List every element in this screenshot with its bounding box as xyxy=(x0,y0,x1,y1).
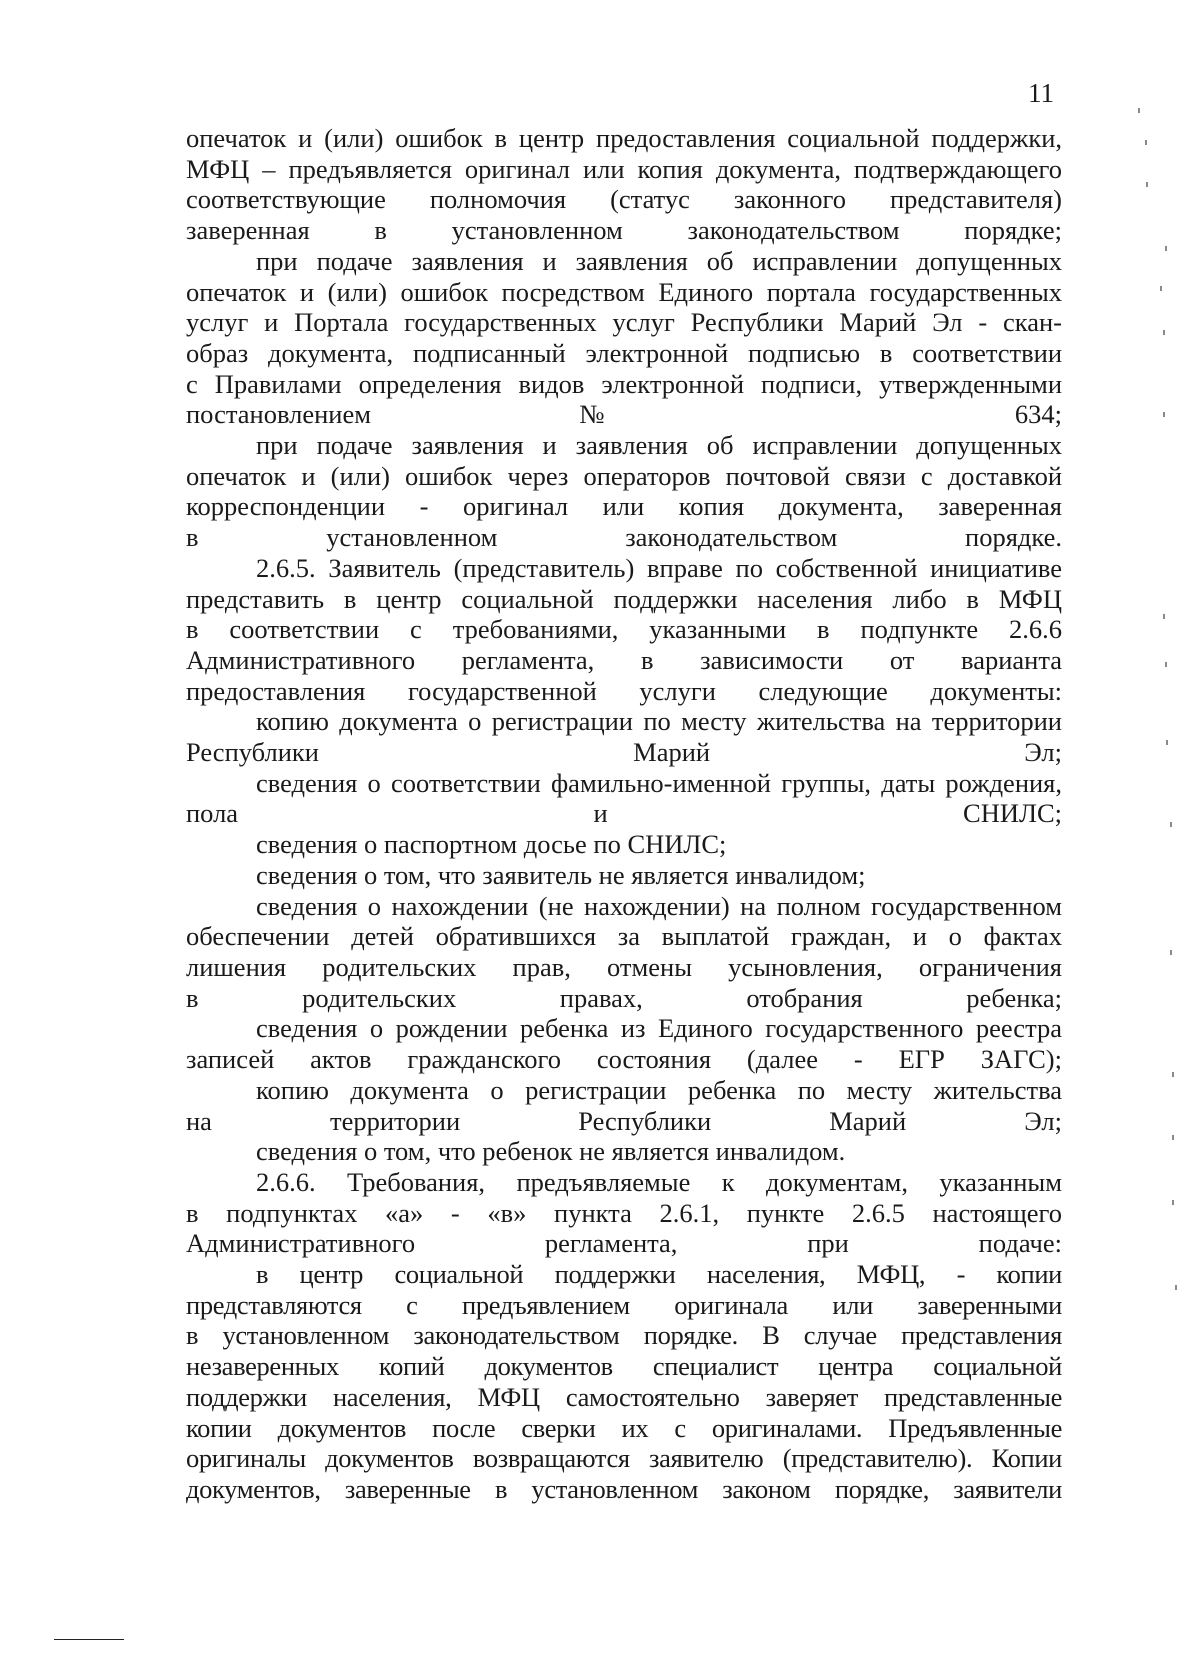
margin-mark xyxy=(1165,662,1167,667)
paragraph: сведения о соответствии фамильно-именной группы, даты рождения, пола и СНИЛС; xyxy=(186,767,1062,829)
margin-mark xyxy=(1170,822,1172,827)
margin-mark xyxy=(1166,740,1168,745)
footer-rule xyxy=(54,1639,124,1640)
paragraph: копию документа о регистрации ребенка по месту жительства на территории Республики Марий Эл; xyxy=(186,1074,1062,1136)
margin-mark xyxy=(1170,950,1172,955)
paragraph: сведения о рождении ребенка из Единого государственного реестра записей актов гражданского состояния (далее - ЕГР ЗАГС); xyxy=(186,1013,1062,1075)
margin-mark xyxy=(1172,1072,1174,1077)
margin-mark xyxy=(1146,182,1148,187)
margin-mark xyxy=(1163,614,1165,619)
paragraph: сведения о том, что заявитель не является инвалидом; xyxy=(256,859,866,890)
margin-mark xyxy=(1175,1285,1177,1290)
margin-mark xyxy=(1172,1135,1174,1140)
paragraph: в центр социальной поддержки населения, МФЦ, - копии представляются с предъявлением оригинала или заверенными в установленном законодательством порядке. В случае представления незаверенных копий документов специалист центра социальной поддержки населения, МФЦ самостоятельно заверяет представленные копии документов после сверки их с оригиналами. Предъявленные оригиналы документов возвращаются заявителю (представителю). Копии документов, заверенные в установленном законом порядке, заявители xyxy=(186,1259,1062,1504)
margin-mark xyxy=(1172,1200,1174,1205)
margin-mark xyxy=(1165,246,1167,251)
paragraph: сведения о том, что ребенок не является инвалидом. xyxy=(256,1136,846,1167)
margin-mark xyxy=(1145,140,1147,145)
paragraph: сведения о паспортном досье по СНИЛС; xyxy=(256,829,727,860)
margin-mark xyxy=(1163,412,1165,417)
paragraph: сведения о нахождении (не нахождении) на полном государственном обеспечении детей обратившихся за выплатой граждан, и о фактах лишения родительских прав, отмены усыновления, ограничения в родительских правах, отобрания ребенка; xyxy=(186,890,1062,1013)
margin-mark xyxy=(1160,286,1162,291)
paragraph: опечаток и (или) ошибок в центр предоставления социальной поддержки, МФЦ – предъявляется оригинал или копия документа, подтверждающего соответствующие полномочия (статус законного представителя) заверенная в установленном законодательством порядке; xyxy=(186,123,1062,246)
paragraph: 2.6.5. Заявитель (представитель) вправе по собственной инициативе представить в центр социальной поддержки населения либо в МФЦ в соответствии с требованиями, указанными в подпункте 2.6.6 Административного регламента, в зависимости от варианта предоставления государственной услуги следующие документы: xyxy=(186,552,1062,706)
margin-mark xyxy=(1138,108,1140,113)
paragraph: 2.6.6. Требования, предъявляемые к документам, указанным в подпунктах «а» - «в» пункта 2.6.1, пункте 2.6.5 настоящего Административного регламента, при подаче: xyxy=(186,1166,1062,1259)
body-text xyxy=(186,123,1062,1505)
paragraph: копию документа о регистрации по месту жительства на территории Республики Марий Эл; xyxy=(186,706,1062,768)
margin-mark xyxy=(1163,330,1165,335)
page-number: 11 xyxy=(1028,78,1054,108)
paragraph: при подаче заявления и заявления об исправлении допущенных опечаток и (или) ошибок через операторов почтовой связи с доставкой корреспонденции - оригинал или копия документа, заверенная в установленном законодательством порядке. xyxy=(186,430,1062,553)
paragraph: при подаче заявления и заявления об исправлении допущенных опечаток и (или) ошибок посредством Единого портала государственных услуг и Портала государственных услуг Республики Марий Эл - скан- образ документа, подписанный электронной подписью в соответствии с Правилами определения видов электронной подписи, утвержденными постановлением № 634; xyxy=(186,245,1062,430)
